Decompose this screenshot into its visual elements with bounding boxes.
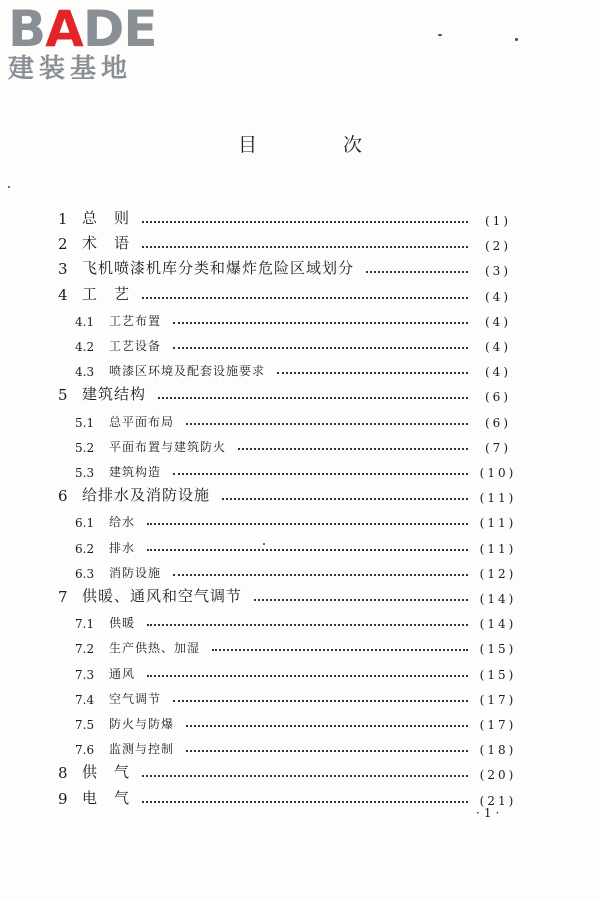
toc-entry[interactable] xyxy=(58,332,520,354)
toc-dot-leader xyxy=(173,573,468,576)
toc-entry[interactable] xyxy=(58,660,520,682)
toc-dot-leader xyxy=(238,447,468,450)
toc-entry-title: 给排水及消防设施 xyxy=(82,486,211,505)
toc-dot-leader xyxy=(147,623,468,626)
toc-entry-number: 9 xyxy=(58,789,68,808)
toc-entry[interactable] xyxy=(58,282,520,304)
toc-entry-number: 7.2 xyxy=(75,642,95,657)
toc-entry-page: (15) xyxy=(479,667,517,682)
toc-dot-leader xyxy=(147,548,468,551)
toc-entry-title: 生产供热、加湿 xyxy=(109,641,201,656)
logo-letters-de: DE xyxy=(82,0,157,58)
toc-entry[interactable] xyxy=(58,559,520,581)
toc-entry[interactable] xyxy=(58,458,520,480)
toc-entry-title: 监测与控制 xyxy=(109,742,175,757)
toc-entry-number: 4.1 xyxy=(75,314,95,329)
toc-entry-page: (3) xyxy=(485,264,511,279)
toc-dot-leader xyxy=(147,522,468,525)
scan-speck xyxy=(8,186,10,188)
toc-entry-title: 通风 xyxy=(109,666,136,681)
toc-entry-title: 供暖、通风和空气调节 xyxy=(82,587,243,605)
toc-entry-number: 3 xyxy=(58,260,68,279)
toc-entry-number: 7 xyxy=(58,588,68,606)
toc-entry-page: (14) xyxy=(479,592,517,606)
toc-entry[interactable] xyxy=(58,382,520,404)
toc-dot-leader xyxy=(222,497,468,500)
toc-entry-title: 电 气 xyxy=(82,788,131,807)
toc-entry-page: (15) xyxy=(479,642,517,657)
toc-entry-number: 6.3 xyxy=(75,566,95,581)
toc-entry-page: (4) xyxy=(485,289,511,304)
toc-entry-number: 2 xyxy=(58,235,68,254)
toc-entry-title: 建筑构造 xyxy=(109,465,162,479)
toc-entry-title: 给水 xyxy=(109,515,136,530)
toc-entry[interactable] xyxy=(58,357,520,379)
toc-entry-page: (17) xyxy=(479,692,517,707)
toc-dot-leader xyxy=(173,321,468,324)
toc-entry-page: (11) xyxy=(479,541,517,556)
toc-entry-page: (4) xyxy=(485,365,511,380)
logo-letter-a: A xyxy=(45,0,83,58)
toc-dot-leader xyxy=(142,220,468,223)
toc-dot-leader xyxy=(147,674,468,677)
toc-dot-leader xyxy=(142,245,468,248)
toc-entry-number: 6 xyxy=(58,487,68,506)
toc-dot-leader xyxy=(142,296,468,299)
toc-dot-leader xyxy=(254,598,468,601)
toc-entry[interactable] xyxy=(58,534,520,556)
toc-entry-number: 7.4 xyxy=(75,692,95,707)
toc-entry-title: 防火与防爆 xyxy=(109,717,175,731)
toc-entry[interactable] xyxy=(58,256,520,278)
logo-wordmark xyxy=(8,0,178,58)
scan-speck xyxy=(515,38,518,41)
toc-entry[interactable] xyxy=(58,307,520,329)
toc-dot-leader xyxy=(186,724,468,727)
toc-entry-page: (21) xyxy=(479,793,517,808)
bade-logo xyxy=(8,0,178,84)
toc-entry-number: 7.5 xyxy=(75,718,95,732)
scan-speck xyxy=(438,34,442,36)
toc-entry-page: (14) xyxy=(479,617,517,632)
toc-entry-page: (4) xyxy=(485,340,511,354)
logo-subtitle: 建装基地 xyxy=(8,54,133,84)
toc-entry-page: (18) xyxy=(479,743,517,758)
page-number: ·1· xyxy=(476,806,504,820)
page-title: 目 次 xyxy=(237,134,403,156)
toc-entry-number: 5.2 xyxy=(75,440,95,455)
toc-entry-title: 工艺布置 xyxy=(109,313,162,328)
toc-dot-leader xyxy=(173,346,468,349)
toc-entry-title: 供暖 xyxy=(109,616,136,631)
toc-entry-title: 建筑结构 xyxy=(82,385,147,404)
toc-entry-title: 飞机喷漆机库分类和爆炸危险区域划分 xyxy=(82,259,355,278)
toc-entry-page: (6) xyxy=(485,415,511,430)
toc-dot-leader xyxy=(277,371,468,374)
toc-entry-number: 6.1 xyxy=(75,516,95,531)
toc-entry-page: (17) xyxy=(479,718,517,732)
toc-entry-page: (11) xyxy=(479,516,517,531)
toc-entry-number: 6.2 xyxy=(75,541,95,556)
toc-entry-number: 4.3 xyxy=(75,365,95,380)
toc-entry-number: 5 xyxy=(58,386,68,405)
toc-dot-leader xyxy=(173,699,468,702)
toc-entry-number: 5.3 xyxy=(75,466,95,480)
toc-entry-title: 总 则 xyxy=(82,209,131,227)
toc-entry-title: 术 语 xyxy=(82,234,131,253)
toc-entry-title: 消防设施 xyxy=(109,565,162,580)
logo-letter-b: B xyxy=(8,0,46,58)
toc-entry[interactable] xyxy=(58,685,520,707)
toc-entry[interactable] xyxy=(58,584,520,606)
toc-entry-number: 7.3 xyxy=(75,667,95,682)
toc-entry-number: 4 xyxy=(58,285,68,304)
toc-entry[interactable] xyxy=(58,483,520,505)
toc-dot-leader xyxy=(142,774,468,777)
toc-entry-title: 排水 xyxy=(109,540,136,555)
toc-entry[interactable] xyxy=(58,206,520,228)
toc-entry[interactable] xyxy=(58,735,520,757)
toc-entry[interactable] xyxy=(58,433,520,455)
toc-entry-page: (11) xyxy=(479,491,517,506)
toc-entry-title: 喷漆区环境及配套设施要求 xyxy=(109,364,266,379)
toc-entry[interactable] xyxy=(58,508,520,530)
toc-entry-title: 工艺设备 xyxy=(109,339,162,353)
toc-entry-number: 8 xyxy=(58,764,68,783)
toc-entry-title: 供 气 xyxy=(82,763,131,782)
toc-dot-leader xyxy=(142,800,468,803)
toc-entry-page: (2) xyxy=(485,239,511,254)
toc-dot-leader xyxy=(173,472,468,475)
toc-entry-number: 1 xyxy=(58,210,68,228)
toc-entry-number: 4.2 xyxy=(75,340,95,354)
toc-entry[interactable] xyxy=(58,710,520,732)
toc-entry-title: 空气调节 xyxy=(109,691,162,706)
toc-entry-page: (10) xyxy=(479,466,517,480)
toc-dot-leader xyxy=(212,648,468,651)
toc-entry[interactable] xyxy=(58,634,520,656)
toc-entry[interactable] xyxy=(58,231,520,253)
toc-entry[interactable] xyxy=(58,408,520,430)
toc-entry-number: 5.1 xyxy=(75,415,95,430)
toc-entry-title: 工 艺 xyxy=(82,284,131,303)
toc-entry-title: 总平面布局 xyxy=(109,414,175,429)
toc-dot-leader xyxy=(366,270,468,273)
toc-entry-page: (1) xyxy=(485,214,511,228)
toc-entry-title: 平面布置与建筑防火 xyxy=(109,439,227,454)
toc-entry-page: (6) xyxy=(485,390,511,405)
toc-entry-page: (7) xyxy=(485,440,511,455)
toc-entry-number: 7.6 xyxy=(75,743,95,758)
toc-entry[interactable] xyxy=(58,609,520,631)
toc-dot-leader xyxy=(186,422,468,425)
toc-entry[interactable] xyxy=(58,760,520,782)
toc-dot-leader xyxy=(158,396,468,399)
toc-entry-page: (12) xyxy=(479,566,517,581)
toc-entry-number: 7.1 xyxy=(75,617,95,632)
toc-entry-page: (20) xyxy=(479,768,517,783)
toc-entry[interactable] xyxy=(58,786,520,808)
toc-dot-leader xyxy=(186,749,468,752)
toc-entry-page: (4) xyxy=(485,314,511,329)
